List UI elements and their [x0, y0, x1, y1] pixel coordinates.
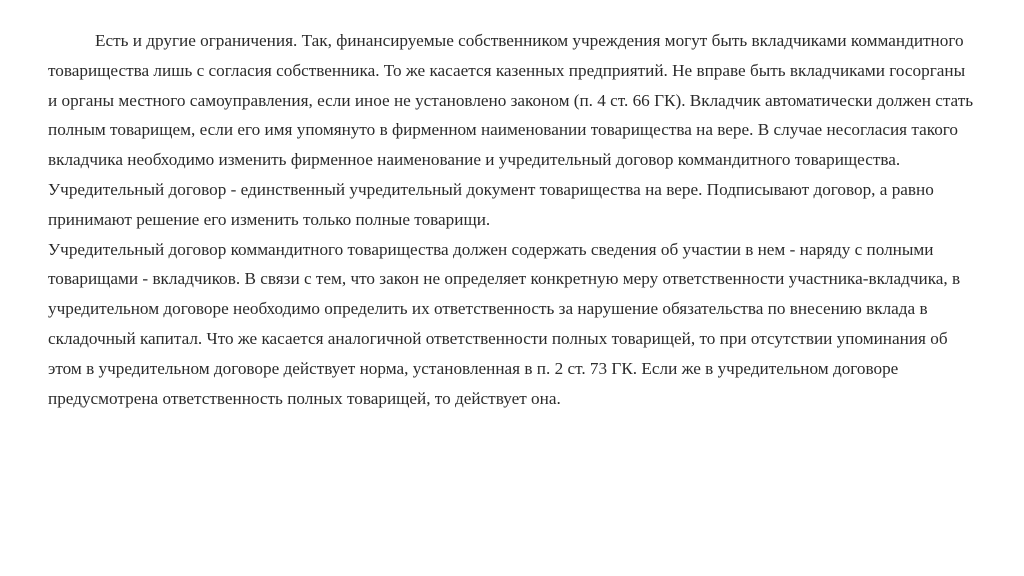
paragraph-restrictions: Есть и другие ограничения. Так, финансируемые собственником учреждения могут быть вкладчиками коммандитного товарищества лишь с согласия собственника. То же касается казенных предприятий. Не вправе быть вкладчиками госорганы и органы местного самоуправления, если иное не установлено законом (п. 4 ст. 66 ГК). Вкладчик автоматически должен стать полным товарищем, если его имя упомянуто в фирменном наименовании товарищества на вере. В случае несогласия такого вкладчика необходимо изменить фирменное наименование и учредительный договор коммандитного товарищества.: [48, 31, 974, 170]
paragraph-founding-agreement: Учредительный договор - единственный учредительный документ товарищества на вере. Подписывают договор, а равно принимают решение его изменить только полные товарищи.: [48, 179, 934, 229]
document-body: [48, 26, 978, 413]
paragraph-agreement-contents: Учредительный договор коммандитного товарищества должен содержать сведения об участии в нем - наряду с полными товарищами - вкладчиков. В связи с тем, что закон не определяет конкретную меру ответственности участника-вкладчика, в учредительном договоре необходимо определить их ответственность за нарушение обязательства по внесению вклада в складочный капитал. Что же касается аналогичной ответственности полных товарищей, то при отсутствии упоминания об этом в учредительном договоре действует норма, установленная в п. 2 ст. 73 ГК. Если же в учредительном договоре предусмотрена ответственность полных товарищей, то действует она.: [48, 239, 961, 408]
